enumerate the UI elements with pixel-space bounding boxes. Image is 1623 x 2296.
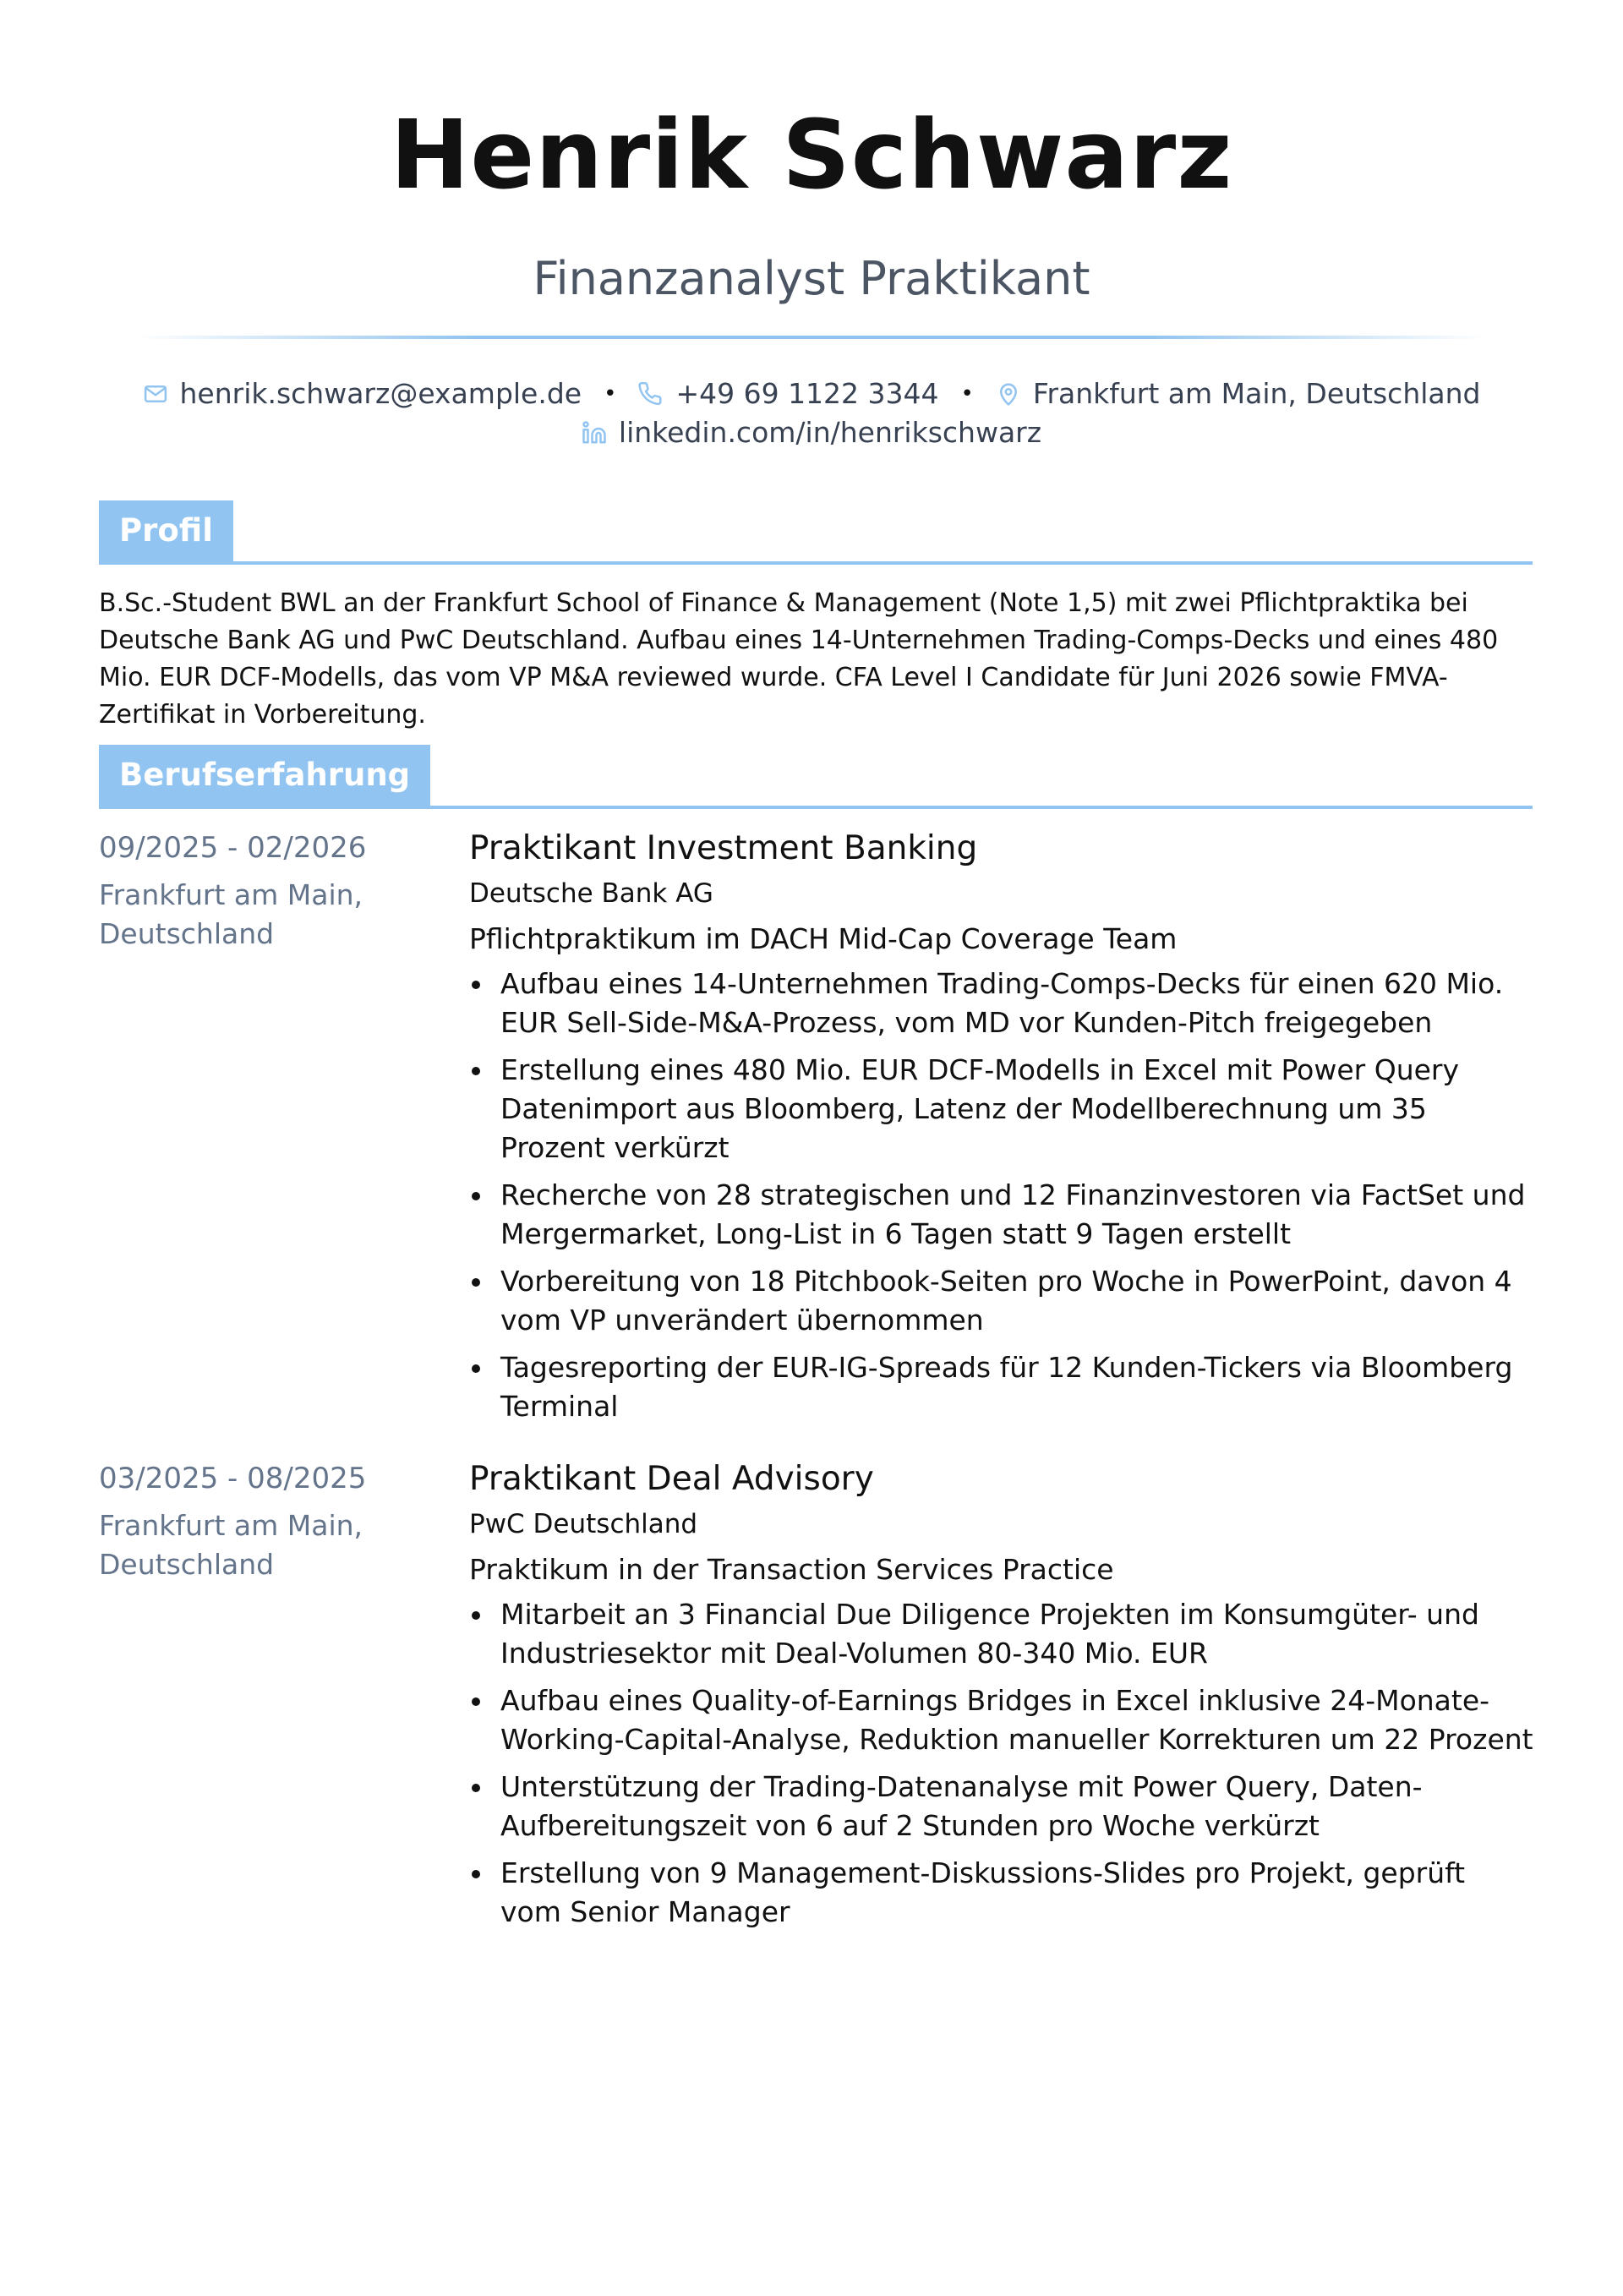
header-divider — [135, 336, 1488, 339]
linkedin-icon — [582, 420, 607, 446]
job-dates: 03/2025 - 08/2025 — [99, 1462, 367, 1495]
contact-location — [996, 377, 1481, 410]
job-company: Deutsche Bank AG — [469, 878, 713, 909]
contact-phone-text: +49 69 1122 3344 — [675, 377, 939, 410]
job-bullet: Recherche von 28 strategischen und 12 Finanzinvestoren via FactSet und Mergermarket, Long-List in 6 Tagen statt 9 Tagen erstellt — [469, 1176, 1534, 1254]
candidate-title: Finanzanalyst Praktikant — [533, 252, 1090, 305]
job-entry — [469, 828, 1534, 1435]
profile-summary: B.Sc.-Student BWL an der Frankfurt School of Finance & Management (Note 1,5) mit zwei Pflichtpraktika bei Deutsche Bank AG und PwC Deutschland. Aufbau eines 14-Unternehmen Trading-Comps-Decks und eines 480 Mio. EUR DCF-Modells, das vom VP M&A reviewed wurde. CFA Level I Candidate für Juni 2026 sowie FMVA-Zertifikat in Vorbereitung. — [99, 588, 1499, 730]
mail-icon — [143, 381, 168, 407]
contact-phone[interactable] — [638, 377, 939, 410]
contact-line — [0, 416, 1623, 449]
section-header-experience — [99, 745, 1533, 809]
contact-separator: • — [604, 380, 617, 407]
job-bullet: Mitarbeit an 3 Financial Due Diligence Projekten im Konsumgüter- und Industriesektor mit Deal-Volumen 80-340 Mio. EUR — [469, 1595, 1534, 1673]
contact-email[interactable] — [143, 377, 582, 410]
contact-location-text: Frankfurt am Main, Deutschland — [1032, 377, 1481, 410]
phone-icon — [638, 381, 664, 407]
section-header-profile — [99, 500, 1533, 565]
job-bullet: Unterstützung der Trading-Datenanalyse mit Power Query, Daten-Aufbereitungszeit von 6 auf 2 Stunden pro Woche verkürzt — [469, 1768, 1534, 1845]
job-bullet: Tagesreporting der EUR-IG-Spreads für 12 Kunden-Tickers via Bloomberg Terminal — [469, 1348, 1534, 1426]
job-bullet: Erstellung von 9 Management-Diskussions-Slides pro Projekt, geprüft vom Senior Manager — [469, 1854, 1534, 1932]
job-entry — [469, 1458, 1534, 1940]
candidate-name: Henrik Schwarz — [390, 101, 1233, 210]
contact-linkedin[interactable] — [582, 416, 1042, 449]
job-location: Frankfurt am Main, Deutschland — [99, 1509, 363, 1581]
section-rule — [99, 561, 1533, 565]
contact-separator: • — [960, 380, 974, 407]
job-dates: 09/2025 - 02/2026 — [99, 831, 367, 865]
job-role: Praktikant Investment Banking — [469, 829, 978, 867]
job-bullet-list — [469, 1595, 1534, 1932]
job-role: Praktikant Deal Advisory — [469, 1460, 874, 1498]
job-bullet-list — [469, 965, 1534, 1426]
job-location: Frankfurt am Main, Deutschland — [99, 878, 363, 950]
section-rule — [99, 806, 1533, 809]
contact-email-text: henrik.schwarz@example.de — [179, 377, 582, 410]
job-company: PwC Deutschland — [469, 1509, 698, 1539]
section-title-profile: Profil — [99, 500, 233, 561]
job-description: Pflichtpraktikum im DACH Mid-Cap Coverage Team — [469, 922, 1178, 955]
contact-line — [0, 377, 1623, 410]
job-description: Praktikum in der Transaction Services Practice — [469, 1553, 1114, 1586]
job-bullet: Aufbau eines Quality-of-Earnings Bridges in Excel inklusive 24-Monate-Working-Capital-Analyse, Reduktion manueller Korrekturen um 22 Prozent — [469, 1681, 1534, 1759]
location-pin-icon — [996, 381, 1021, 407]
job-bullet: Erstellung eines 480 Mio. EUR DCF-Modells in Excel mit Power Query Datenimport aus Bloomberg, Latenz der Modellberechnung um 35 Prozent verkürzt — [469, 1051, 1534, 1167]
section-title-experience: Berufserfahrung — [99, 745, 430, 806]
contact-linkedin-text: linkedin.com/in/henrikschwarz — [618, 416, 1042, 449]
job-bullet: Vorbereitung von 18 Pitchbook-Seiten pro Woche in PowerPoint, davon 4 vom VP unverändert übernommen — [469, 1262, 1534, 1340]
job-bullet: Aufbau eines 14-Unternehmen Trading-Comps-Decks für einen 620 Mio. EUR Sell-Side-M&A-Prozess, vom MD vor Kunden-Pitch freigegeben — [469, 965, 1534, 1042]
